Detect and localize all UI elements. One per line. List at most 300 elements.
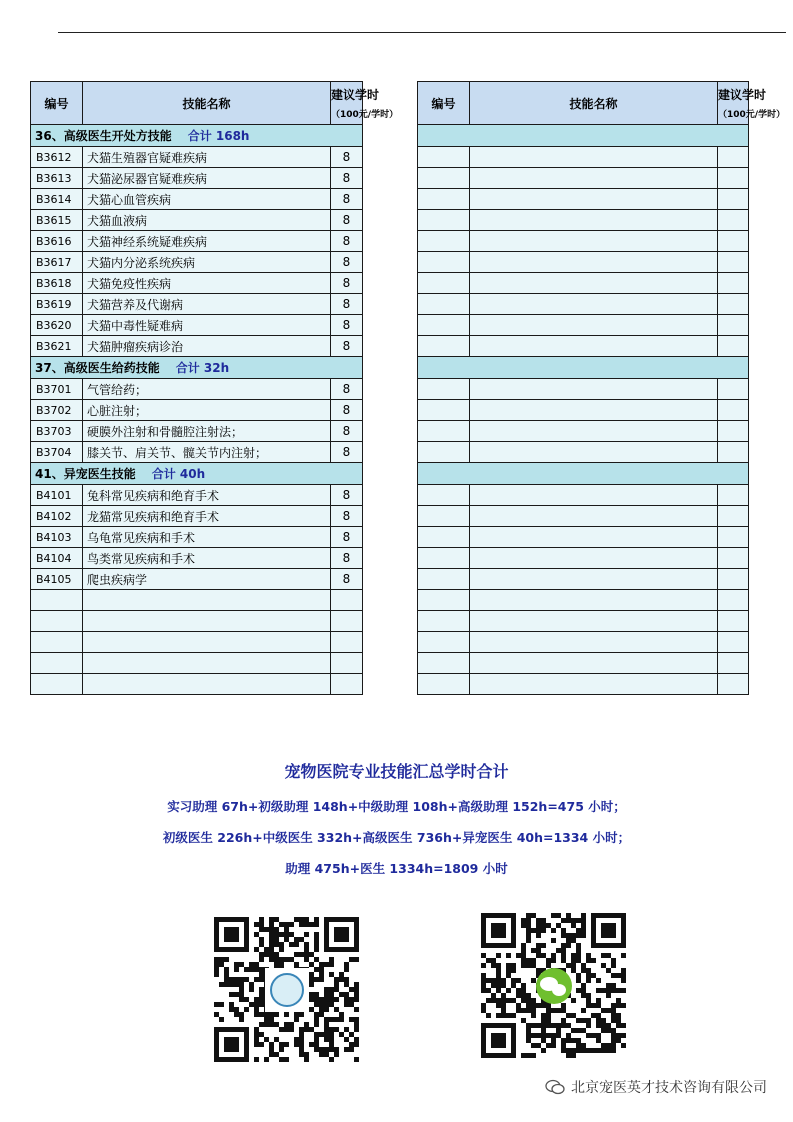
qr-module [329, 1032, 334, 1037]
qr-module [611, 988, 616, 993]
qr-module [481, 953, 486, 958]
empty-cell [418, 611, 470, 632]
qr-module [304, 1022, 309, 1027]
right-skills-table [417, 81, 786, 695]
qr-module [586, 1018, 591, 1023]
qr-module [284, 932, 289, 937]
qr-module [224, 927, 239, 942]
empty-cell [418, 548, 470, 569]
qr-module [551, 1038, 556, 1043]
qr-module [284, 1042, 289, 1047]
qr-module [486, 978, 491, 983]
qr-module [349, 1047, 354, 1052]
qr-module [601, 1018, 606, 1023]
skill-code: B3621 [31, 336, 83, 357]
empty-cell [418, 189, 470, 210]
qr-module [576, 953, 581, 958]
qr-module [354, 1017, 359, 1022]
qr-module [264, 1037, 269, 1042]
skill-name: 心脏注射； [83, 400, 331, 421]
qr-module [344, 962, 349, 967]
qr-module [314, 977, 319, 982]
qr-module [571, 958, 576, 963]
table-row [31, 252, 363, 273]
qr-module [274, 927, 279, 932]
qr-module [309, 972, 314, 977]
table-row [31, 506, 363, 527]
qr-module [586, 993, 591, 998]
qr-module [566, 938, 571, 943]
qr-module [606, 1043, 611, 1048]
skill-code: B3612 [31, 147, 83, 168]
qr-module [274, 957, 279, 962]
qr-module [551, 1033, 556, 1038]
table-header [31, 82, 363, 125]
qr-module [344, 977, 349, 982]
qr-module [259, 937, 264, 942]
qr-module [541, 1048, 546, 1053]
skill-code: B3703 [31, 421, 83, 442]
qr-module [239, 1017, 244, 1022]
skill-hours: 8 [331, 506, 363, 527]
skill-name: 犬猫中毒性疑难病 [83, 315, 331, 336]
empty-row [418, 315, 749, 336]
skill-hours: 8 [331, 548, 363, 569]
qr-module [279, 1027, 284, 1032]
qr-module [481, 988, 486, 993]
qr-module [249, 982, 254, 987]
empty-cell [718, 632, 749, 653]
qr-module [294, 942, 299, 947]
qr-module [314, 947, 319, 952]
qr-module [561, 928, 566, 933]
qr-module [501, 998, 506, 1003]
qr-module [354, 987, 359, 992]
qr-module [269, 952, 274, 957]
qr-module [526, 933, 531, 938]
qr-module [551, 913, 556, 918]
qr-code-right [468, 900, 640, 1072]
qr-module [611, 1033, 616, 1038]
qr-module [531, 978, 536, 983]
qr-module [339, 1017, 344, 1022]
empty-cell [718, 189, 749, 210]
empty-cell [31, 632, 83, 653]
qr-module [556, 1008, 561, 1013]
qr-module [329, 1042, 334, 1047]
qr-module [576, 973, 581, 978]
qr-module [586, 998, 591, 1003]
qr-module [521, 948, 526, 953]
skill-code: B4105 [31, 569, 83, 590]
qr-module [349, 1002, 354, 1007]
qr-module [481, 973, 486, 978]
header-hours [331, 82, 399, 125]
skill-code: B3701 [31, 379, 83, 400]
qr-module [304, 942, 309, 947]
qr-module [279, 932, 284, 937]
qr-module [324, 1037, 329, 1042]
skill-code: B3620 [31, 315, 83, 336]
qr-module [571, 1013, 576, 1018]
qr-module [314, 1022, 319, 1027]
qr-module [561, 958, 566, 963]
qr-module [334, 1027, 339, 1032]
empty-cell [418, 485, 470, 506]
skill-code: B3702 [31, 400, 83, 421]
qr-module [224, 982, 229, 987]
skill-code: B4102 [31, 506, 83, 527]
empty-cell [470, 611, 718, 632]
empty-cell [718, 569, 749, 590]
qr-module [264, 927, 269, 932]
qr-module [329, 992, 334, 997]
qr-module [536, 948, 541, 953]
qr-module [239, 987, 244, 992]
qr-module [526, 1033, 531, 1038]
qr-module [521, 943, 526, 948]
qr-module [324, 1022, 329, 1027]
qr-module [269, 937, 274, 942]
empty-cell [718, 674, 749, 695]
empty-cell [470, 336, 718, 357]
qr-module [581, 1043, 586, 1048]
qr-module [254, 997, 259, 1002]
qr-module [521, 1008, 526, 1013]
qr-module [219, 1002, 224, 1007]
qr-module [496, 988, 501, 993]
qr-module [309, 977, 314, 982]
qr-module [289, 1027, 294, 1032]
qr-module [279, 962, 284, 967]
qr-module [501, 1013, 506, 1018]
skill-code: B3613 [31, 168, 83, 189]
summary-title: 宠物医院专业技能汇总学时合计 [284, 762, 509, 781]
qr-module [234, 1012, 239, 1017]
qr-module [606, 1048, 611, 1053]
qr-module [259, 992, 264, 997]
qr-module [591, 973, 596, 978]
qr-module [314, 957, 319, 962]
qr-module [561, 953, 566, 958]
qr-module [219, 982, 224, 987]
qr-module [219, 962, 224, 967]
skill-hours: 8 [331, 168, 363, 189]
empty-cell [718, 336, 749, 357]
qr-module [259, 967, 264, 972]
qr-module [576, 958, 581, 963]
skill-code: B3614 [31, 189, 83, 210]
empty-cell [418, 421, 470, 442]
skill-code: B3618 [31, 273, 83, 294]
qr-module [506, 998, 511, 1003]
qr-module [526, 1053, 531, 1058]
qr-module [616, 973, 621, 978]
qr-module [586, 1003, 591, 1008]
qr-module [344, 1002, 349, 1007]
qr-module [254, 1002, 259, 1007]
qr-module [576, 948, 581, 953]
empty-row [31, 653, 363, 674]
section-title: 41、异宠医生技能 [35, 467, 136, 481]
qr-module [591, 958, 596, 963]
top-rule [58, 32, 786, 33]
qr-module [526, 1003, 531, 1008]
qr-module [531, 1043, 536, 1048]
qr-module [621, 1003, 626, 1008]
empty-cell [718, 548, 749, 569]
qr-module [526, 1038, 531, 1043]
qr-module [354, 992, 359, 997]
qr-module [309, 1042, 314, 1047]
summary-line-total: 助理 475h+医生 1334h=1809 小时 [285, 861, 508, 876]
qr-module [294, 962, 299, 967]
qr-module [304, 957, 309, 962]
empty-cell [331, 632, 363, 653]
header-hours-unit: （100元/学时） [331, 110, 399, 120]
empty-row [418, 442, 749, 463]
qr-module [576, 978, 581, 983]
qr-module [586, 1023, 591, 1028]
qr-module [314, 992, 319, 997]
table-row [31, 485, 363, 506]
qr-module [329, 987, 334, 992]
qr-module [606, 1028, 611, 1033]
qr-module [566, 918, 571, 923]
qr-code-left [195, 898, 389, 1082]
qr-module [511, 983, 516, 988]
qr-module [581, 968, 586, 973]
qr-module [339, 972, 344, 977]
qr-module [581, 923, 586, 928]
qr-module [259, 997, 264, 1002]
qr-module [571, 923, 576, 928]
qr-module [571, 938, 576, 943]
skill-hours: 8 [331, 147, 363, 168]
qr-module [506, 953, 511, 958]
qr-module [566, 963, 571, 968]
qr-module [269, 927, 274, 932]
qr-module [239, 992, 244, 997]
qr-module [274, 1022, 279, 1027]
qr-module [334, 987, 339, 992]
qr-module [486, 998, 491, 1003]
qr-module [491, 963, 496, 968]
qr-module [621, 1033, 626, 1038]
empty-row [418, 336, 749, 357]
qr-module [254, 932, 259, 937]
qr-module [526, 928, 531, 933]
empty-row [418, 379, 749, 400]
qr-module [571, 1048, 576, 1053]
qr-module [571, 968, 576, 973]
qr-module [259, 927, 264, 932]
empty-cell [470, 485, 718, 506]
qr-module [581, 928, 586, 933]
qr-module [319, 1047, 324, 1052]
qr-module [354, 1042, 359, 1047]
empty-cell [31, 590, 83, 611]
qr-module [319, 977, 324, 982]
qr-module [309, 922, 314, 927]
qr-module [526, 938, 531, 943]
qr-module [269, 947, 274, 952]
qr-module [269, 1047, 274, 1052]
qr-module [259, 1032, 264, 1037]
qr-module [269, 1022, 274, 1027]
qr-module [254, 922, 259, 927]
qr-module [329, 957, 334, 962]
qr-module [289, 922, 294, 927]
section-total: 合计 32h [175, 361, 230, 375]
qr-module [264, 1017, 269, 1022]
qr-module [274, 1052, 279, 1057]
qr-module [259, 1022, 264, 1027]
qr-module [329, 1037, 334, 1042]
qr-module [576, 1038, 581, 1043]
qr-module [334, 1017, 339, 1022]
qr-module [259, 1012, 264, 1017]
qr-module [541, 923, 546, 928]
section-title: 36、高级医生开处方技能 [35, 129, 172, 143]
empty-cell [83, 590, 331, 611]
qr-module [334, 982, 339, 987]
qr-module [546, 1008, 551, 1013]
qr-module [314, 997, 319, 1002]
qr-module [541, 1033, 546, 1038]
qr-module [591, 1003, 596, 1008]
table-row [31, 379, 363, 400]
qr-module [541, 943, 546, 948]
empty-cell [418, 674, 470, 695]
qr-module [501, 983, 506, 988]
skill-hours: 8 [331, 569, 363, 590]
qr-module [606, 993, 611, 998]
qr-module [531, 913, 536, 918]
skill-hours: 8 [331, 400, 363, 421]
qr-module [339, 977, 344, 982]
empty-cell [470, 569, 718, 590]
qr-module [329, 962, 334, 967]
qr-module [339, 1012, 344, 1017]
table-row [31, 548, 363, 569]
empty-cell [718, 294, 749, 315]
qr-module [239, 997, 244, 1002]
qr-module [611, 1008, 616, 1013]
qr-module [511, 978, 516, 983]
qr-module [521, 963, 526, 968]
skill-name: 犬猫生殖器官疑难疾病 [83, 147, 331, 168]
qr-module [531, 1053, 536, 1058]
qr-module [611, 1013, 616, 1018]
qr-module [536, 1003, 541, 1008]
qr-module [621, 1043, 626, 1048]
qr-module [596, 1048, 601, 1053]
qr-module [496, 953, 501, 958]
qr-module [299, 1052, 304, 1057]
qr-module [294, 1012, 299, 1017]
qr-module [344, 982, 349, 987]
qr-module [304, 1057, 309, 1062]
qr-module [239, 982, 244, 987]
empty-cell [470, 421, 718, 442]
qr-module [319, 962, 324, 967]
qr-module [621, 953, 626, 958]
qr-module [526, 913, 531, 918]
qr-module [516, 1008, 521, 1013]
qr-module [551, 1023, 556, 1028]
qr-module [234, 967, 239, 972]
qr-module [571, 933, 576, 938]
qr-module [591, 1013, 596, 1018]
skill-name: 犬猫心血管疾病 [83, 189, 331, 210]
qr-module [244, 997, 249, 1002]
qr-module [526, 958, 531, 963]
qr-module [601, 1023, 606, 1028]
qr-module [526, 918, 531, 923]
qr-module [329, 1057, 334, 1062]
qr-module [259, 987, 264, 992]
qr-module [354, 957, 359, 962]
skill-name: 犬猫营养及代谢病 [83, 294, 331, 315]
qr-module [611, 1028, 616, 1033]
qr-module [596, 1003, 601, 1008]
section-title-cell [31, 463, 363, 485]
empty-cell [470, 189, 718, 210]
qr-module [279, 957, 284, 962]
qr-module [284, 922, 289, 927]
qr-module [526, 1023, 531, 1028]
empty-row [418, 294, 749, 315]
qr-module [616, 988, 621, 993]
qr-module [214, 1002, 219, 1007]
qr-module [536, 1023, 541, 1028]
empty-row [418, 632, 749, 653]
table-row [31, 189, 363, 210]
qr-module [606, 1008, 611, 1013]
table-row [31, 442, 363, 463]
qr-module [506, 988, 511, 993]
qr-module [294, 1042, 299, 1047]
qr-module [586, 973, 591, 978]
qr-module [304, 1052, 309, 1057]
qr-module [501, 1003, 506, 1008]
qr-module [349, 1017, 354, 1022]
table-header [418, 82, 749, 125]
empty-cell [83, 611, 331, 632]
skill-hours: 8 [331, 336, 363, 357]
qr-module [561, 1023, 566, 1028]
qr-module [274, 937, 279, 942]
qr-module [229, 992, 234, 997]
qr-module [239, 977, 244, 982]
qr-module [284, 1027, 289, 1032]
qr-module [591, 1048, 596, 1053]
qr-module [244, 1007, 249, 1012]
qr-module [531, 1013, 536, 1018]
empty-cell [718, 273, 749, 294]
qr-module [269, 957, 274, 962]
qr-module [541, 1003, 546, 1008]
empty-cell [83, 653, 331, 674]
qr-module [319, 1032, 324, 1037]
empty-row [31, 632, 363, 653]
qr-module [616, 1033, 621, 1038]
qr-module [501, 993, 506, 998]
qr-module [269, 1052, 274, 1057]
qr-module [334, 1052, 339, 1057]
qr-module [491, 923, 506, 938]
